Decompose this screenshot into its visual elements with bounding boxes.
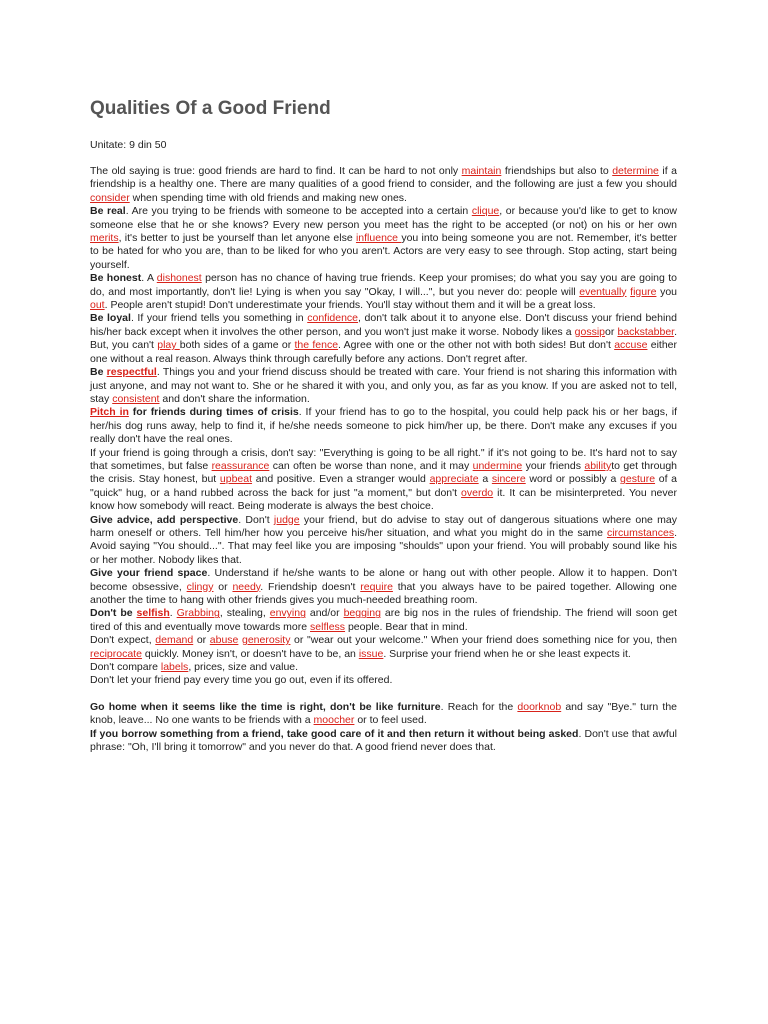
paragraph-text: . If your friend tells you something in — [130, 312, 308, 325]
paragraph-text: your friends — [522, 459, 585, 472]
term-link[interactable]: ability — [584, 459, 612, 472]
term-link[interactable]: issue — [358, 647, 384, 660]
term-link[interactable]: appreciate — [429, 473, 479, 486]
paragraph-text: . People aren't stupid! Don't underestimate your friends. You'll stay without them and it will be a great loss. — [104, 299, 596, 312]
paragraph — [90, 165, 677, 205]
bold-heading-text: If you borrow something from a friend, take good care of it and then return it without being asked — [90, 727, 579, 740]
paragraph-text: . But, you can't — [90, 325, 677, 352]
paragraph-text: Don't expect, — [90, 634, 156, 647]
term-link[interactable]: envying — [269, 607, 306, 620]
paragraph-text: Don't compare — [90, 661, 161, 674]
term-link[interactable]: moocher — [313, 714, 355, 727]
paragraph-text: or "wear out your welcome." When your friend does something nice for you, then — [290, 634, 678, 647]
paragraph — [90, 701, 677, 728]
paragraph — [90, 312, 677, 366]
term-link[interactable]: confidence — [307, 312, 359, 325]
term-link[interactable]: overdo — [461, 486, 494, 499]
paragraph-text: . — [169, 607, 177, 620]
term-link[interactable]: reciprocate — [90, 647, 142, 660]
paragraph — [90, 634, 677, 661]
term-link[interactable]: out — [90, 299, 105, 312]
bold-heading-text: for friends during times of crisis — [128, 406, 299, 419]
term-link[interactable]: begging — [343, 607, 381, 620]
term-link[interactable]: eventually — [579, 285, 627, 298]
paragraph-text: of a "quick" hug, or a hand rubbed across the back for just "a moment," but don't — [90, 473, 678, 499]
paragraph-text: or — [213, 580, 233, 593]
term-link[interactable]: backstabber — [617, 325, 675, 338]
paragraph-text: . Agree with one or the other not with both sides! But don't — [338, 339, 615, 352]
term-link[interactable]: play — [157, 339, 180, 352]
paragraph — [90, 406, 677, 446]
paragraph-text: . Avoid saying "You should...". That may feel like you are imposing "shoulds" upon your friend. You will probably sound like his or her mother. Nobody likes that. — [90, 526, 677, 566]
term-link[interactable]: clique — [471, 205, 500, 218]
term-link[interactable]: consider — [90, 191, 130, 204]
paragraph-text: if a friendship is a healthy one. There are many qualities of a good friend to consider, and the following are just a few you should — [90, 165, 677, 191]
term-link[interactable]: selfless — [310, 620, 346, 633]
paragraph-text: you into being someone you are not. Remember, it's better to be hated for who you are, than to be liked for who you aren't. Actors are very easy to see through. Stop acting, start being yourself. — [90, 232, 678, 271]
term-link[interactable]: accuse — [614, 339, 648, 352]
paragraph-text: are big nos in the rules of friendship. The friend will soon get tired of this and eventually move towards more — [90, 607, 677, 633]
paragraph-text: or — [605, 325, 618, 338]
term-link[interactable]: circumstances — [606, 526, 675, 539]
paragraph — [90, 567, 677, 607]
paragraph-text: . Surprise your friend when he or she least expects it. — [383, 647, 631, 660]
term-link[interactable]: demand — [155, 634, 194, 647]
bold-heading-text: Be real — [90, 205, 126, 218]
paragraph-text: , or because you'd like to get to know someone else that he or she knows? Every new person you meet has the right to be accepted (or not) on his or her own — [90, 205, 677, 231]
term-link[interactable]: figure — [630, 285, 657, 298]
paragraph-text: . Are you trying to be friends with someone to be accepted into a certain — [125, 205, 472, 218]
paragraph — [90, 607, 677, 634]
bold-heading-text: Be — [90, 366, 107, 379]
term-link[interactable]: Grabbing — [176, 607, 220, 620]
term-link[interactable]: clingy — [186, 580, 214, 593]
paragraph-text: The old saying is true: good friends are hard to find. It can be hard to not only — [90, 165, 462, 177]
paragraph — [90, 728, 677, 755]
term-link[interactable]: judge — [273, 513, 300, 526]
paragraph-text: both sides of a game or — [179, 339, 295, 352]
term-link[interactable]: gesture — [620, 473, 656, 486]
paragraph-text: . Reach for the — [440, 700, 518, 713]
term-link[interactable]: dishonest — [156, 272, 202, 285]
paragraph-text: can often be worse than none, and it may — [269, 459, 473, 472]
paragraph-text: . Don't — [238, 513, 274, 526]
term-link[interactable]: abuse — [209, 634, 239, 647]
paragraph-text: person has no chance of having true friends. Keep your promises; do what you say you are going to do, and most importantly, don't lie! Lying is when you say "Okay, I will...", but you never do: people will — [90, 272, 677, 298]
term-link[interactable]: gossip — [574, 325, 606, 338]
term-link[interactable]: maintain — [461, 165, 502, 177]
term-link[interactable]: influence — [355, 232, 402, 245]
paragraph-text: people. Bear that in mind. — [345, 620, 468, 633]
paragraph-text: and/or — [305, 607, 344, 620]
paragraph-text: . If your friend has to go to the hospital, you could help pack his or her bags, if her/his dog runs away, help to find it, if he/she needs someone to pick him/her up, be there. Don't make any excuses if you really don't have the real ones. — [90, 406, 678, 446]
term-link[interactable]: reassurance — [211, 459, 270, 472]
paragraph — [90, 674, 677, 687]
paragraph-text: to get through the crisis. Stay honest, but — [90, 459, 677, 486]
paragraph-text: that you always have to be paired together. Allowing one another the time to hang with other friends gives you much-needed breathing room. — [90, 580, 677, 606]
paragraph-text: , stealing, — [219, 607, 270, 620]
unit-indicator: Unitate: 9 din 50 — [90, 139, 167, 151]
paragraph — [90, 366, 677, 406]
paragraph-text: you — [656, 285, 677, 298]
paragraph-text: quickly. Money isn't, or doesn't have to be, an — [141, 647, 359, 660]
paragraph-text: . Don't use that awful phrase: "Oh, I'll bring it tomorrow" and you never do that. A good friend never does that. — [90, 727, 677, 754]
paragraph-text: when spending time with old friends and making new ones. — [129, 191, 407, 204]
paragraph-text: , it's better to just be yourself than let anyone else — [118, 232, 356, 245]
paragraph-text: and positive. Even a stranger would — [252, 473, 430, 486]
paragraph-text: or to feel used. — [354, 714, 427, 727]
paragraph-text: either one without a real reason. Always think through carefully before any actions. Don't regret after. — [90, 339, 677, 365]
paragraph-text: If your friend is going through a crisis, don't say: "Everything is going to be all right." if it's not going to be. It's hard not to say that sometimes, but false — [90, 446, 677, 472]
bold-heading-text: Be loyal — [90, 312, 131, 325]
term-link[interactable]: consistent — [112, 392, 160, 405]
paragraph-text: , prices, size and value. — [188, 661, 299, 674]
paragraph-text: . Understand if he/she wants to be alone or hang out with other people. Allow it to happen. Don't become obsessive, — [90, 567, 678, 593]
bold-heading-text: Give your friend space — [90, 567, 208, 580]
paragraph-text: Don't let your friend pay every time you go out, even if its offered. — [90, 674, 393, 687]
paragraph-text: your friend, but do advise to stay out of dangerous situations where one may harm oneself or others. Tell him/her how you perceive his/her situation, and what you might do in the same — [90, 513, 677, 539]
paragraph-text: . Friendship doesn't — [260, 580, 361, 593]
paragraph-text: . Things you and your friend discuss should be treated with care. Your friend is not sharing this information with just anyone, and may not want to. She or he shared it with you, and only you, as far as you know. If you are asked not to tell, stay — [90, 366, 677, 405]
paragraph — [90, 661, 677, 674]
paragraph-text: word or possibly a — [525, 473, 621, 486]
paragraph — [90, 447, 677, 514]
paragraph-text: , don't talk about it to anyone else. Don't discuss your friend behind his/her back except when it involves the other person, and you won't just make it worse. Nobody likes a — [90, 312, 677, 338]
term-link[interactable]: labels — [160, 661, 189, 674]
document-body — [90, 165, 677, 754]
term-link[interactable]: require — [360, 580, 393, 593]
bold-heading-text: Give advice, add perspective — [90, 513, 239, 526]
bold-heading-text: Be honest — [90, 272, 142, 285]
term-link[interactable]: merits — [90, 232, 119, 245]
term-link[interactable]: the fence — [294, 339, 339, 352]
paragraph-text: . A — [141, 272, 157, 285]
term-link[interactable]: doorknob — [517, 700, 562, 713]
paragraph-text: it. It can be misinterpreted. You never know how somebody will react. Being moderate is always the best choice. — [90, 486, 677, 513]
term-link[interactable]: sincere — [491, 473, 526, 486]
term-link[interactable]: respectful — [106, 366, 157, 379]
paragraph — [90, 514, 677, 568]
paragraph — [90, 205, 677, 272]
bold-heading-text: Don't be — [90, 607, 137, 620]
term-link[interactable]: needy — [232, 580, 261, 593]
term-link[interactable]: determine — [612, 165, 659, 177]
paragraph-text: and don't share the information. — [159, 392, 310, 405]
term-link[interactable]: selfish — [136, 607, 170, 620]
term-link[interactable]: undermine — [472, 459, 523, 472]
term-link[interactable]: Pitch in — [90, 406, 129, 419]
paragraph-text: a — [478, 473, 492, 486]
paragraph-text: friendships but also to — [501, 165, 613, 177]
bold-heading-text: Go home when it seems like the time is right, don't be like furniture — [90, 700, 441, 713]
paragraph-text: or — [193, 634, 210, 647]
page-title: Qualities Of a Good Friend — [90, 98, 331, 119]
paragraph-text: and say "Bye." turn the knob, leave... No one wants to be friends with a — [90, 700, 677, 727]
term-link[interactable]: upbeat — [219, 473, 253, 486]
paragraph — [90, 272, 677, 312]
term-link[interactable]: generosity — [242, 634, 291, 647]
